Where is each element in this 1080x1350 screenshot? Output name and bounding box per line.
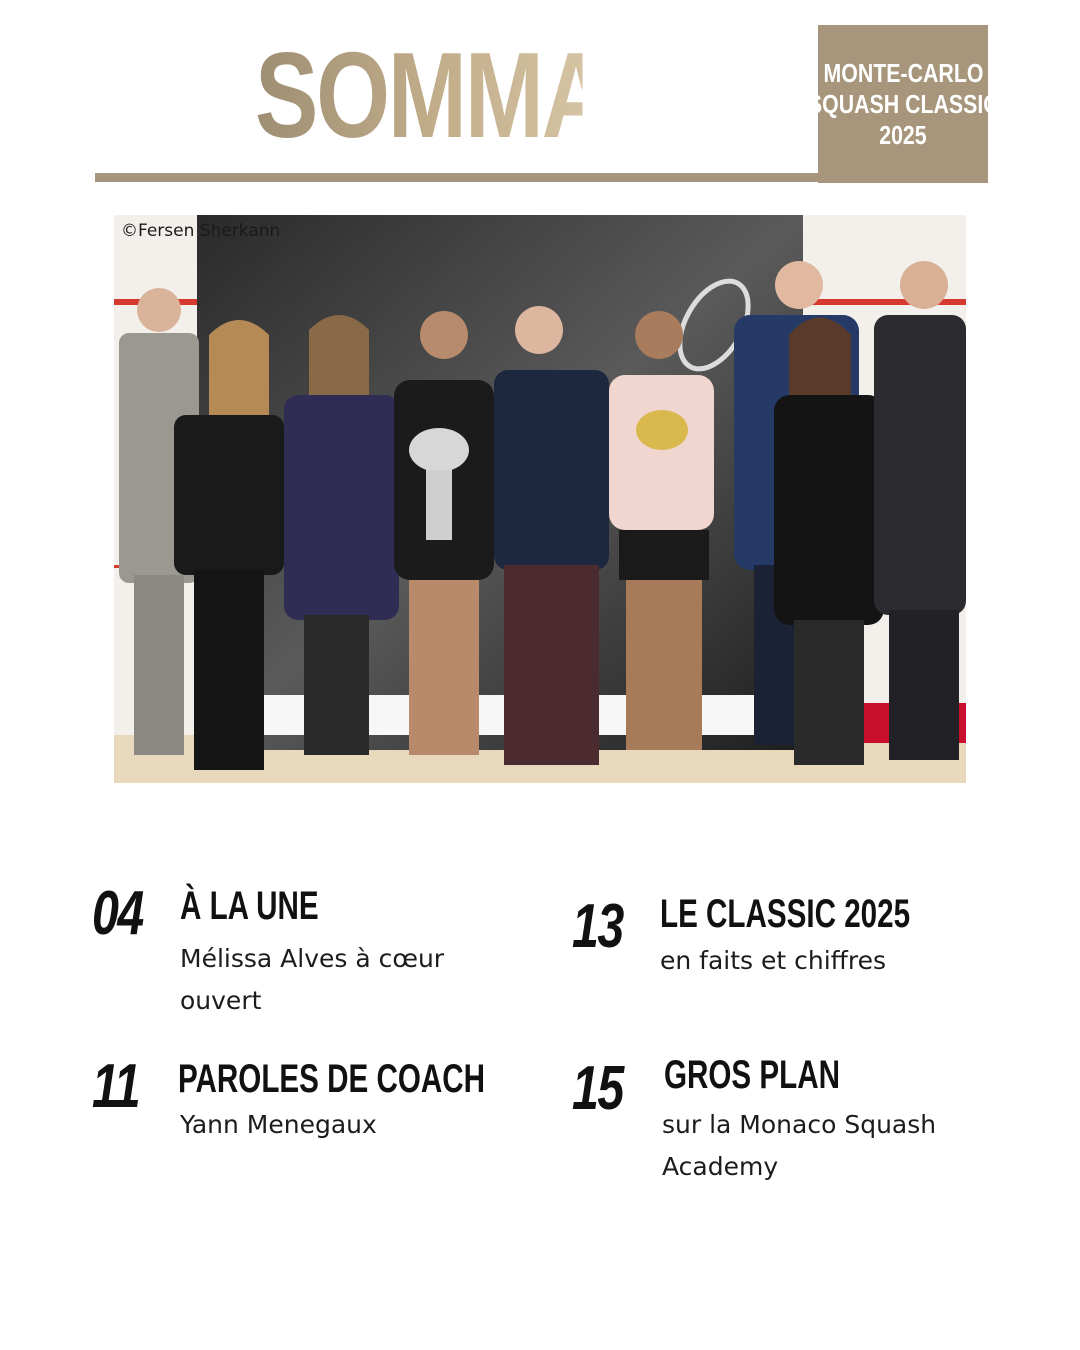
toc-subtitle: en faits et chiffres bbox=[660, 946, 887, 975]
toc-subtitle: Yann Menegaux bbox=[180, 1110, 377, 1139]
toc-heading[interactable]: PAROLES DE COACH bbox=[178, 1057, 485, 1101]
toc-heading[interactable]: GROS PLAN bbox=[664, 1053, 840, 1097]
toc-page-number[interactable]: 04 bbox=[92, 879, 143, 948]
podium-photo-illustration bbox=[114, 215, 966, 783]
badge-line: MONTE-CARLO bbox=[823, 57, 983, 88]
toc-page-number[interactable]: 13 bbox=[572, 892, 623, 961]
badge-line: 2025 bbox=[879, 119, 927, 150]
photo-credit: ©Fersen Sherkann bbox=[121, 221, 281, 241]
toc-page-number[interactable]: 11 bbox=[92, 1052, 140, 1121]
toc-subtitle: sur la Monaco Squash Academy bbox=[662, 1110, 937, 1181]
toc-subtitle: Mélissa Alves à cœur ouvert bbox=[180, 944, 445, 1015]
badge-line: SQUASH CLASSIC bbox=[807, 88, 999, 119]
toc-heading[interactable]: LE CLASSIC 2025 bbox=[660, 892, 911, 936]
toc-page-number[interactable]: 15 bbox=[572, 1054, 623, 1123]
event-badge bbox=[807, 25, 999, 183]
page-title: SOMMAIRE bbox=[255, 27, 760, 163]
toc-heading[interactable]: À LA UNE bbox=[180, 884, 319, 928]
cover-photo bbox=[114, 215, 966, 783]
